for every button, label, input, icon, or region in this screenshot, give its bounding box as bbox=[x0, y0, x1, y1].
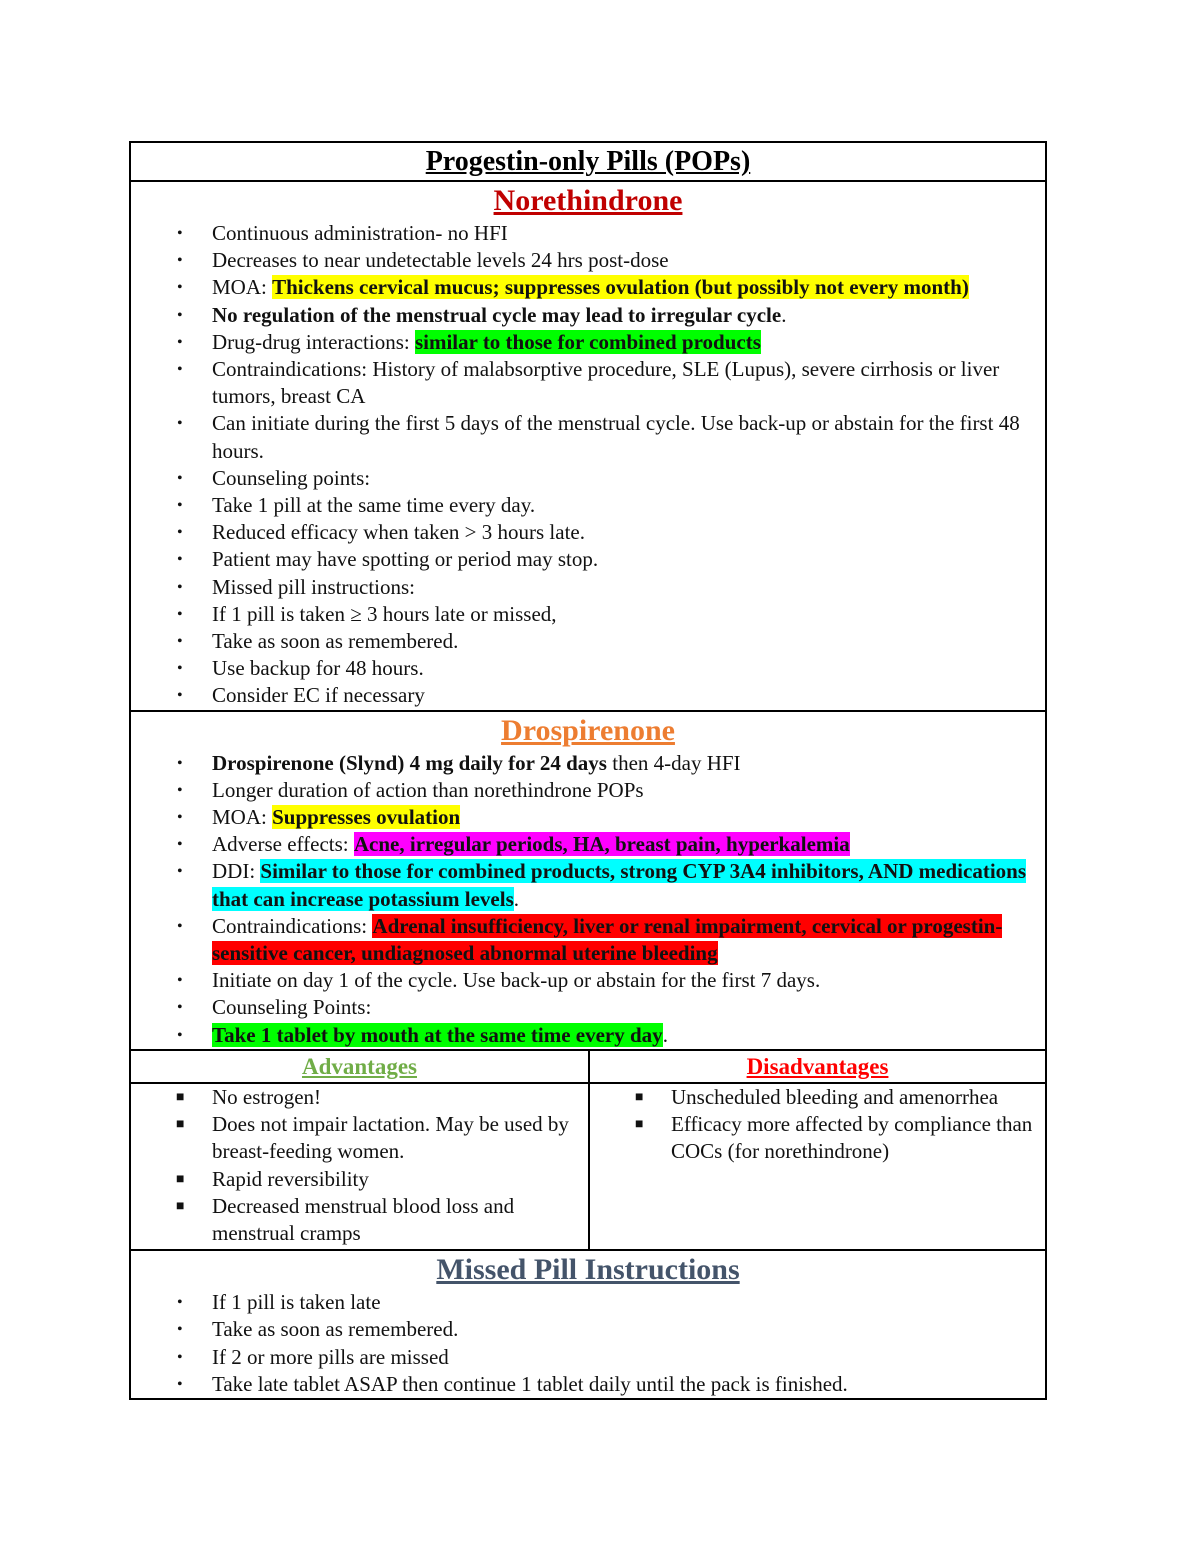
bullet-icon: • bbox=[177, 306, 183, 324]
page-title: Progestin-only Pills (POPs) bbox=[425, 146, 751, 177]
advantages-column bbox=[131, 1051, 588, 1249]
list-item: • Take late tablet ASAP then continue 1 tablet daily until the pack is finished. bbox=[131, 1371, 1045, 1398]
drospirenone-section bbox=[131, 710, 1045, 1049]
disadvantages-list bbox=[590, 1084, 1045, 1166]
list-item: • Missed pill instructions: bbox=[131, 574, 1045, 601]
drospirenone-list bbox=[131, 750, 1045, 1049]
list-item: • No regulation of the menstrual cycle may lead to irregular cycle. bbox=[131, 302, 1045, 329]
list-item: • Decreases to near undetectable levels 24 hrs post-dose bbox=[131, 247, 1045, 274]
bullet-icon: • bbox=[177, 225, 183, 242]
disadvantages-column bbox=[588, 1051, 1045, 1249]
list-item: • If 1 pill is taken late bbox=[131, 1289, 1045, 1316]
bullet-icon: • bbox=[177, 361, 183, 379]
list-item: • Longer duration of action than norethindrone POPs bbox=[131, 777, 1045, 804]
list-item: • Counseling points: bbox=[131, 465, 1045, 492]
bullet-icon: • bbox=[177, 1321, 183, 1339]
bullet-icon: • bbox=[177, 279, 183, 297]
list-item: • Can initiate during the first 5 days of the menstrual cycle. Use back-up or abstain for the first 48 hours. bbox=[177, 411, 1020, 463]
pop-summary-table bbox=[129, 141, 1047, 1400]
list-item: ■ Efficacy more affected by compliance than COCs (for norethindrone) bbox=[635, 1112, 1033, 1164]
list-item: ■ Does not impair lactation. May be used by breast-feeding women. bbox=[176, 1112, 569, 1164]
bullet-icon: • bbox=[177, 469, 183, 487]
advantages-list bbox=[131, 1084, 588, 1247]
list-item: • Take as soon as remembered. bbox=[131, 628, 1045, 655]
square-bullet-icon: ■ bbox=[176, 1198, 185, 1214]
disadvantages-heading: Disadvantages bbox=[590, 1051, 1045, 1084]
adverse-effects-highlight: Acne, irregular periods, HA, breast pain, hyperkalemia bbox=[353, 832, 850, 857]
square-bullet-icon: ■ bbox=[176, 1089, 185, 1105]
advantages-heading: Advantages bbox=[131, 1051, 588, 1084]
list-item: • If 2 or more pills are missed bbox=[131, 1344, 1045, 1371]
bullet-icon: • bbox=[177, 578, 183, 596]
list-item: ■ Rapid reversibility bbox=[131, 1166, 588, 1193]
list-item: ■ Unscheduled bleeding and amenorrhea bbox=[590, 1084, 1045, 1111]
missed-pill-heading: Missed Pill Instructions bbox=[436, 1253, 740, 1287]
ddi-highlight: similar to those for combined products bbox=[414, 329, 761, 354]
list-item: • Drug-drug interactions: similar to those for combined products bbox=[131, 329, 1045, 356]
bullet-icon: • bbox=[177, 605, 183, 623]
bullet-icon: • bbox=[177, 917, 183, 935]
list-item: • MOA: Suppresses ovulation bbox=[131, 804, 1045, 831]
list-item: • MOA: Thickens cervical mucus; suppresses ovulation (but possibly not every month) bbox=[131, 274, 1045, 301]
list-item: • Patient may have spotting or period may stop. bbox=[131, 546, 1045, 573]
list-item: • Initiate on day 1 of the cycle. Use back-up or abstain for the first 7 days. bbox=[131, 967, 1045, 994]
list-item: ■ Decreased menstrual blood loss and menstrual cramps bbox=[176, 1193, 515, 1245]
list-item: ■ No estrogen! bbox=[131, 1084, 588, 1111]
missed-pill-section bbox=[131, 1249, 1045, 1398]
list-item: • If 1 pill is taken ≥ 3 hours late or missed, bbox=[131, 601, 1045, 628]
ddi-highlight: Similar to those for combined products, strong CYP 3A4 inhibitors, AND medications that can increase potassium levels bbox=[212, 859, 1026, 911]
square-bullet-icon: ■ bbox=[176, 1171, 185, 1187]
list-item: • Reduced efficacy when taken > 3 hours late. bbox=[131, 519, 1045, 546]
bullet-icon: • bbox=[177, 1348, 183, 1366]
missed-pill-list bbox=[131, 1289, 1045, 1398]
bullet-icon: • bbox=[177, 633, 183, 651]
moa-highlight: Thickens cervical mucus; suppresses ovulation (but possibly not every month) bbox=[272, 275, 969, 300]
drospirenone-heading: Drospirenone bbox=[501, 713, 675, 747]
bullet-icon: • bbox=[177, 754, 183, 772]
square-bullet-icon: ■ bbox=[635, 1089, 644, 1105]
list-item: • Drospirenone (Slynd) 4 mg daily for 24 days then 4-day HFI bbox=[131, 750, 1045, 777]
norethindrone-section bbox=[131, 180, 1045, 710]
bullet-icon: • bbox=[177, 972, 183, 990]
square-bullet-icon: ■ bbox=[176, 1117, 185, 1133]
bullet-icon: • bbox=[177, 551, 183, 569]
bullet-icon: • bbox=[177, 836, 183, 854]
list-item: • Use backup for 48 hours. bbox=[131, 655, 1045, 682]
bullet-icon: • bbox=[177, 1026, 183, 1044]
bullet-icon: • bbox=[177, 415, 183, 433]
bullet-icon: • bbox=[177, 863, 183, 881]
list-item: • DDI: Similar to those for combined products, strong CYP 3A4 inhibitors, AND medications that can increase potassium levels. bbox=[177, 859, 1026, 911]
contraindications-highlight: Adrenal insufficiency, liver or renal impairment, cervical or progestin-sensitive cancer, undiagnosed abnormal uterine bleeding bbox=[212, 913, 1003, 966]
list-item: • Take 1 tablet by mouth at the same time every day. bbox=[131, 1022, 1045, 1049]
bullet-icon: • bbox=[177, 687, 183, 705]
list-item: • Adverse effects: Acne, irregular periods, HA, breast pain, hyperkalemia bbox=[131, 831, 1045, 858]
bullet-icon: • bbox=[177, 660, 183, 678]
title-row bbox=[131, 143, 1045, 180]
bullet-icon: • bbox=[177, 781, 183, 799]
bullet-icon: • bbox=[177, 999, 183, 1017]
list-item: • Take 1 pill at the same time every day. bbox=[131, 492, 1045, 519]
bullet-icon: • bbox=[177, 1294, 183, 1312]
list-item: • Continuous administration- no HFI bbox=[131, 220, 1045, 247]
list-item: • Contraindications: Adrenal insufficiency, liver or renal impairment, cervical or progestin-sensitive cancer, undiagnosed abnormal uterine bleeding bbox=[177, 913, 1003, 966]
list-item: • Counseling Points: bbox=[131, 994, 1045, 1021]
norethindrone-list bbox=[131, 220, 1045, 710]
bullet-icon: • bbox=[177, 1375, 183, 1393]
bullet-icon: • bbox=[177, 497, 183, 515]
bullet-icon: • bbox=[177, 333, 183, 351]
norethindrone-heading: Norethindrone bbox=[493, 184, 683, 217]
counseling-highlight: Take 1 tablet by mouth at the same time every day bbox=[212, 1022, 663, 1047]
square-bullet-icon: ■ bbox=[635, 1117, 644, 1133]
list-item: • Consider EC if necessary bbox=[131, 682, 1045, 709]
list-item: • Contraindications: History of malabsorptive procedure, SLE (Lupus), severe cirrhosis or liver tumors, breast CA bbox=[177, 357, 1000, 409]
bullet-icon: • bbox=[177, 809, 183, 827]
pros-cons-row bbox=[131, 1049, 1045, 1249]
moa-highlight: Suppresses ovulation bbox=[272, 805, 461, 830]
bullet-icon: • bbox=[177, 524, 183, 542]
list-item: • Take as soon as remembered. bbox=[131, 1316, 1045, 1343]
bullet-icon: • bbox=[177, 252, 183, 270]
